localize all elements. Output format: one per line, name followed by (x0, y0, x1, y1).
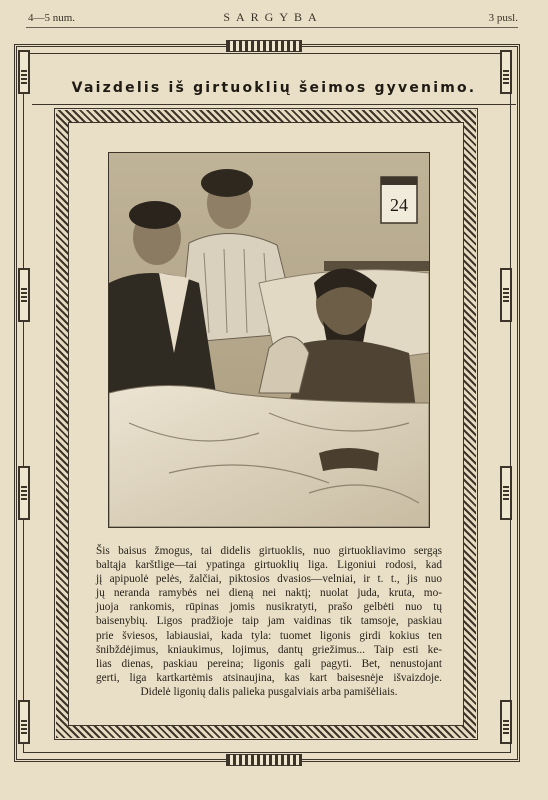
left-ornament-3 (18, 466, 30, 520)
page-number: 3 pusl. (488, 12, 518, 24)
illustration (108, 152, 430, 528)
hand (319, 448, 379, 471)
issue-number: 4—5 num. (28, 12, 76, 24)
article-title: Vaizdelis iš girtuoklių šeimos gyvenimo. (71, 80, 477, 96)
left-ornament-4 (18, 700, 30, 744)
body-line-last: Didelė ligonių dalis palieka pusgalviais arba pamišėliais. (140, 685, 398, 698)
left-ornament-1 (18, 50, 30, 94)
body-line: jų neranda ramybės nei dieną nei naktį; nuolat juda, kruta, mo- (96, 587, 442, 600)
body-line: baltąja karštlige—tai ypatinga girtuoklių liga. Ligoniui rodosi, kad (96, 559, 442, 572)
calendar-day: 24 (390, 195, 408, 215)
body-line: baisenybių. Ligos pradžioje taip jam vaidinas tik tamsoje, paskiau (96, 615, 442, 628)
body-line: prie šviesos, labiausiai, kada tyla: tuomet ligonis girdi kokius ten (96, 629, 442, 642)
header-rule (26, 27, 518, 28)
bottom-ornament (226, 754, 302, 766)
right-ornament-4 (500, 700, 512, 744)
top-ornament (226, 40, 302, 52)
body-line: šnibždėjimus, kniaukimus, lojimus, dantų griežimus... Taip esti ke- (96, 643, 442, 656)
wall-calendar (381, 177, 417, 223)
illustration-drawing (109, 153, 429, 527)
title-rule (32, 104, 516, 105)
body-line: jį apipuolė pelės, žalčiai, piktosios dvasios—velniai, ir t. t., jis nuo (96, 573, 442, 586)
right-ornament-3 (500, 466, 512, 520)
right-ornament-2 (500, 268, 512, 322)
left-ornament-2 (18, 268, 30, 322)
body-line: gerti, liga kartkartėmis atsinaujina, kas kart baisesnėje išvaizdoje. (96, 671, 442, 684)
blanket (109, 386, 429, 528)
running-head (28, 10, 518, 26)
article-body (96, 544, 442, 699)
body-line: Šis baisus žmogus, tai didelis girtuoklis, nuo girtuokliavimo sergąs (96, 545, 442, 557)
body-line: lias dienas, paskiau pereina; ligonis gali pagyti. Bet, nenustojant (96, 657, 442, 670)
publication-title: SARGYBA (223, 10, 323, 24)
body-line: juoja rankomis, rūpinas jomis nusikratyti, prašo gelbėti nuo tų (96, 601, 442, 614)
